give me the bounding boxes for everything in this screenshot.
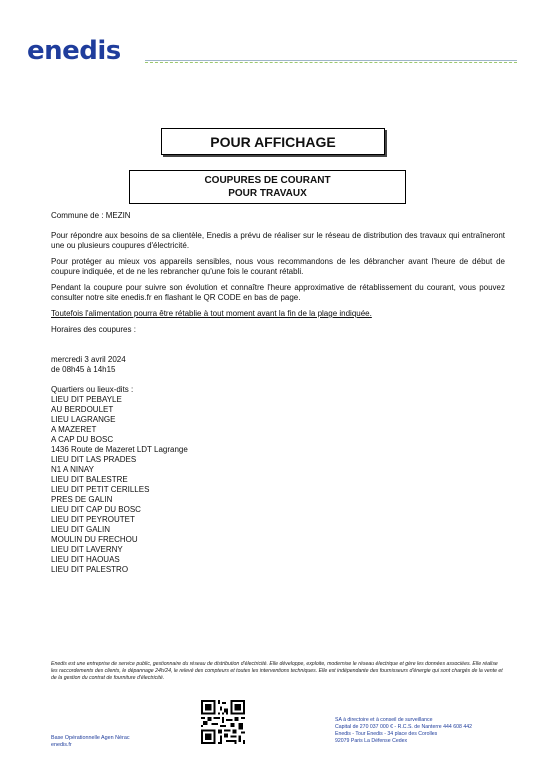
paragraph-follow: Pendant la coupure pour suivre son évolution et connaître l'heure approximative de rétablissement du courant, vous pouvez consulter notre site enedis.fr en flashant le QR CODE en bas de page. — [51, 283, 505, 302]
footer-legal-line-2: Capital de 270 037 000 € - R.C.S. de Nanterre 444 608 442 — [335, 724, 472, 730]
list-item: LIEU DIT BALESTRE — [51, 475, 128, 484]
qr-code-icon[interactable] — [201, 700, 245, 744]
header-divider-accent — [145, 62, 517, 63]
footer-legal-line-3: Enedis - Tour Enedis - 34 place des Corolles — [335, 731, 438, 737]
list-item: LIEU DIT PALESTRO — [51, 565, 129, 574]
subtitle-line-2: POUR TRAVAUX — [228, 188, 307, 199]
commune-line: Commune de : MEZIN — [51, 211, 131, 220]
list-item: 1436 Route de Mazeret LDT Lagrange — [51, 445, 188, 454]
list-item: LIEU DIT LAS PRADES — [51, 455, 137, 464]
list-item: LIEU DIT PEYROUTET — [51, 515, 135, 524]
footer-left — [51, 735, 130, 749]
horaires-label: Horaires des coupures : — [51, 325, 136, 334]
paragraph-intro: Pour répondre aux besoins de sa clientèle, Enedis a prévu de réaliser sur le réseau de distribution des travaux qui entraîneront une ou plusieurs coupures d'électricité. — [51, 231, 505, 250]
list-item: LIEU LAGRANGE — [51, 415, 116, 424]
subtitle-box — [129, 170, 406, 204]
outage-date: mercredi 3 avril 2024 — [51, 355, 126, 364]
paragraph-protect: Pour protéger au mieux vos appareils sensibles, nous vous recommandons de les débrancher avant l'heure de début de coupure indiquée, et de ne les rebrancher qu'une fois le courant rétabli. — [51, 257, 505, 276]
list-item: LIEU DIT LAVERNY — [51, 545, 123, 554]
list-item: A CAP DU BOSC — [51, 435, 114, 444]
footer-description: Enedis est une entreprise de service public, gestionnaire du réseau de distribution d'électricité. Elle développe, exploite, modernise le réseau électrique et gère les données associées. Elle réalise les raccordements des clients, le dépannage 24h/24, le relevé des compteurs et toutes les interventions techniques. Elle est indépendante des fournisseurs d'énergie qui sont chargés de la vente et de la gestion du contrat de fourniture d'électricité. — [51, 661, 503, 681]
enedis-logo: enedis — [27, 36, 121, 66]
list-item: LIEU DIT CAP DU BOSC — [51, 505, 141, 514]
list-item: N1 A NINAY — [51, 465, 94, 474]
list-item: LIEU DIT HAOUAS — [51, 555, 120, 564]
notice-content — [51, 211, 505, 575]
list-item: AU BERDOULET — [51, 405, 114, 414]
list-item: MOULIN DU FRECHOU — [51, 535, 138, 544]
footer-legal-line-1: SA à directoire et à conseil de surveillance — [335, 717, 433, 723]
subtitle-line-1: COUPURES DE COURANT — [204, 175, 331, 186]
title-text: POUR AFFICHAGE — [210, 133, 336, 150]
footer-legal-line-4: 92079 Paris La Défense Cedex — [335, 738, 408, 744]
footer-website-link[interactable]: enedis.fr — [51, 742, 72, 748]
list-item: LIEU DIT GALIN — [51, 525, 110, 534]
list-item: PRES DE GALIN — [51, 495, 113, 504]
list-item: LIEU DIT PETIT CERILLES — [51, 485, 150, 494]
footer-right — [335, 717, 472, 745]
header-divider — [145, 60, 517, 61]
list-item: A MAZERET — [51, 425, 97, 434]
paragraph-warning: Toutefois l'alimentation pourra être rétablie à tout moment avant la fin de la plage indiquée. — [51, 309, 372, 318]
list-item: LIEU DIT PEBAYLE — [51, 395, 122, 404]
footer-base-name: Base Opérationnelle Agen Nérac — [51, 735, 130, 741]
quartiers-list — [51, 395, 505, 575]
title-box — [161, 128, 385, 155]
outage-time: de 08h45 à 14h15 — [51, 365, 116, 374]
quartiers-label: Quartiers ou lieux-dits : — [51, 385, 134, 394]
